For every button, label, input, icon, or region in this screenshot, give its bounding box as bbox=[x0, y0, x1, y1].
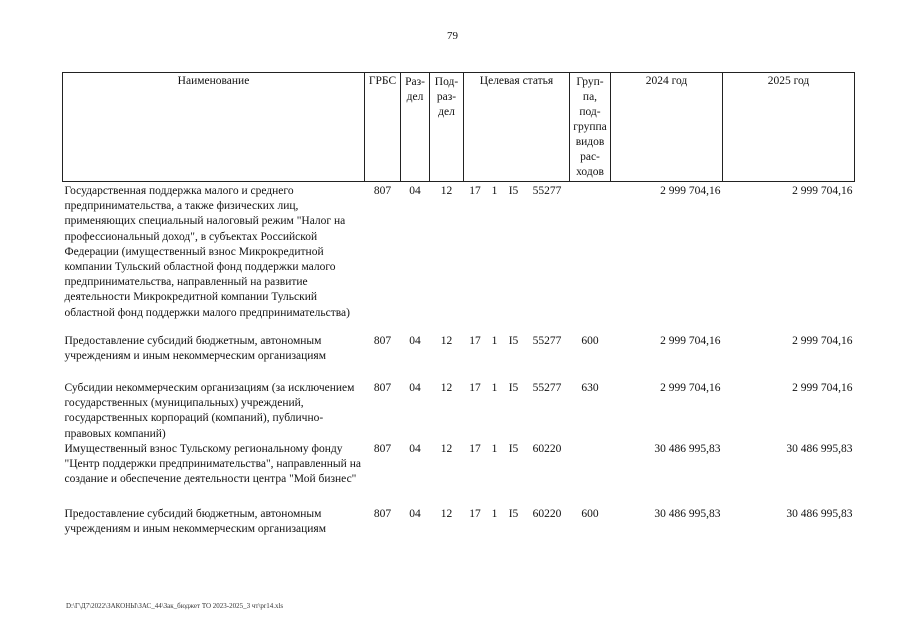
header-target-article: Целевая статья bbox=[464, 73, 570, 182]
row-group: 600 bbox=[581, 335, 599, 347]
row-target-2: 1 bbox=[491, 382, 498, 394]
row-podrazdel: 12 bbox=[440, 335, 453, 347]
row-target-1: 17 bbox=[469, 508, 481, 520]
row-target-3: I5 bbox=[508, 508, 519, 520]
row-name: Имущественный взнос Тульскому региональному фонду "Центр поддержки предпринимательства", направленный на создание и обеспечение деятельности центра "Мой бизнес" bbox=[64, 443, 361, 486]
row-razdel: 04 bbox=[409, 185, 421, 197]
row-target-2: 1 bbox=[491, 185, 498, 197]
row-target-4: 55277 bbox=[532, 185, 562, 197]
row-target-4: 60220 bbox=[532, 508, 562, 520]
row-razdel: 04 bbox=[409, 443, 421, 455]
row-target-3: I5 bbox=[508, 443, 519, 455]
row-target-2: 1 bbox=[491, 443, 498, 455]
page-number: 79 bbox=[447, 30, 458, 42]
row-grbs: 807 bbox=[373, 185, 392, 197]
row-name: Предоставление субсидий бюджетным, автономным учреждениям и иным некоммерческим организациям bbox=[64, 335, 326, 363]
row-name: Государственная поддержка малого и среднего предпринимательства, а также физических лиц, применяющих специальный налоговый режим "Налог на профессиональный доход", в субъектах Российской Федерации (имущественный взнос Микрокредитной компании Тульский областной фонд поддержки малого предпринимательства, направленный на развитие деятельности Микрокредитной компании Тульский областной фонд поддержки малого предпринимательства) bbox=[64, 185, 350, 319]
row-target-4: 55277 bbox=[532, 335, 562, 347]
row-podrazdel: 12 bbox=[440, 185, 453, 197]
row-podrazdel: 12 bbox=[440, 508, 453, 520]
row-amount-2024: 30 486 995,83 bbox=[654, 508, 721, 520]
row-razdel: 04 bbox=[409, 508, 421, 520]
table-row bbox=[63, 334, 855, 381]
row-group: 630 bbox=[581, 382, 599, 394]
row-group bbox=[570, 442, 611, 507]
row-amount-2024: 30 486 995,83 bbox=[654, 443, 721, 455]
row-target-1: 17 bbox=[469, 185, 481, 197]
row-target-4: 55277 bbox=[532, 382, 562, 394]
row-group: 600 bbox=[581, 508, 599, 520]
row-amount-2024: 2 999 704,16 bbox=[660, 185, 721, 197]
row-amount-2025: 30 486 995,83 bbox=[786, 508, 853, 520]
row-target-1: 17 bbox=[469, 335, 481, 347]
table-row bbox=[63, 182, 855, 335]
row-target-1: 17 bbox=[469, 382, 481, 394]
row-grbs: 807 bbox=[373, 508, 392, 520]
row-grbs: 807 bbox=[373, 382, 392, 394]
row-razdel: 04 bbox=[409, 335, 421, 347]
row-group bbox=[570, 182, 611, 335]
row-amount-2025: 30 486 995,83 bbox=[786, 443, 853, 455]
row-podrazdel: 12 bbox=[440, 382, 453, 394]
header-2024: 2024 год bbox=[611, 73, 723, 182]
row-amount-2025: 2 999 704,16 bbox=[792, 185, 853, 197]
row-amount-2024: 2 999 704,16 bbox=[660, 382, 721, 394]
row-target-2: 1 bbox=[491, 335, 498, 347]
row-grbs: 807 bbox=[373, 335, 392, 347]
row-grbs: 807 bbox=[373, 443, 392, 455]
table-row bbox=[63, 442, 855, 507]
row-target-3: I5 bbox=[508, 335, 519, 347]
row-amount-2025: 2 999 704,16 bbox=[792, 335, 853, 347]
header-grbs: ГРБС bbox=[365, 73, 401, 182]
row-name: Субсидии некоммерческим организациям (за исключением государственных (муниципальных) учреждений, государственных корпораций (компаний), публично-правовых компаний) bbox=[64, 382, 355, 440]
table-row bbox=[63, 381, 855, 442]
row-razdel: 04 bbox=[409, 382, 421, 394]
table-row bbox=[63, 507, 855, 539]
header-razdel: Раз- дел bbox=[401, 73, 430, 182]
header-podrazdel: Под- раз- дел bbox=[430, 73, 464, 182]
header-2025: 2025 год bbox=[723, 73, 855, 182]
row-target-4: 60220 bbox=[532, 443, 562, 455]
row-amount-2024: 2 999 704,16 bbox=[660, 335, 721, 347]
header-row bbox=[63, 73, 855, 182]
footer-file-path: D:\Г\Д7\2022\ЗАКОНЫ\ЗАС_44\Зак_бюджет ТО 2023-2025_3 чт\рr14.xls bbox=[66, 602, 284, 610]
row-target-3: I5 bbox=[508, 382, 519, 394]
row-target-1: 17 bbox=[469, 443, 481, 455]
row-name: Предоставление субсидий бюджетным, автономным учреждениям и иным некоммерческим организациям bbox=[64, 508, 326, 536]
budget-table bbox=[62, 72, 855, 539]
header-expense-group: Груп- па, под- группа видов рас- ходов bbox=[570, 73, 611, 182]
row-target-3: I5 bbox=[508, 185, 519, 197]
row-amount-2025: 2 999 704,16 bbox=[792, 382, 853, 394]
header-name: Наименование bbox=[63, 73, 365, 182]
row-target-2: 1 bbox=[491, 508, 498, 520]
row-podrazdel: 12 bbox=[440, 443, 453, 455]
